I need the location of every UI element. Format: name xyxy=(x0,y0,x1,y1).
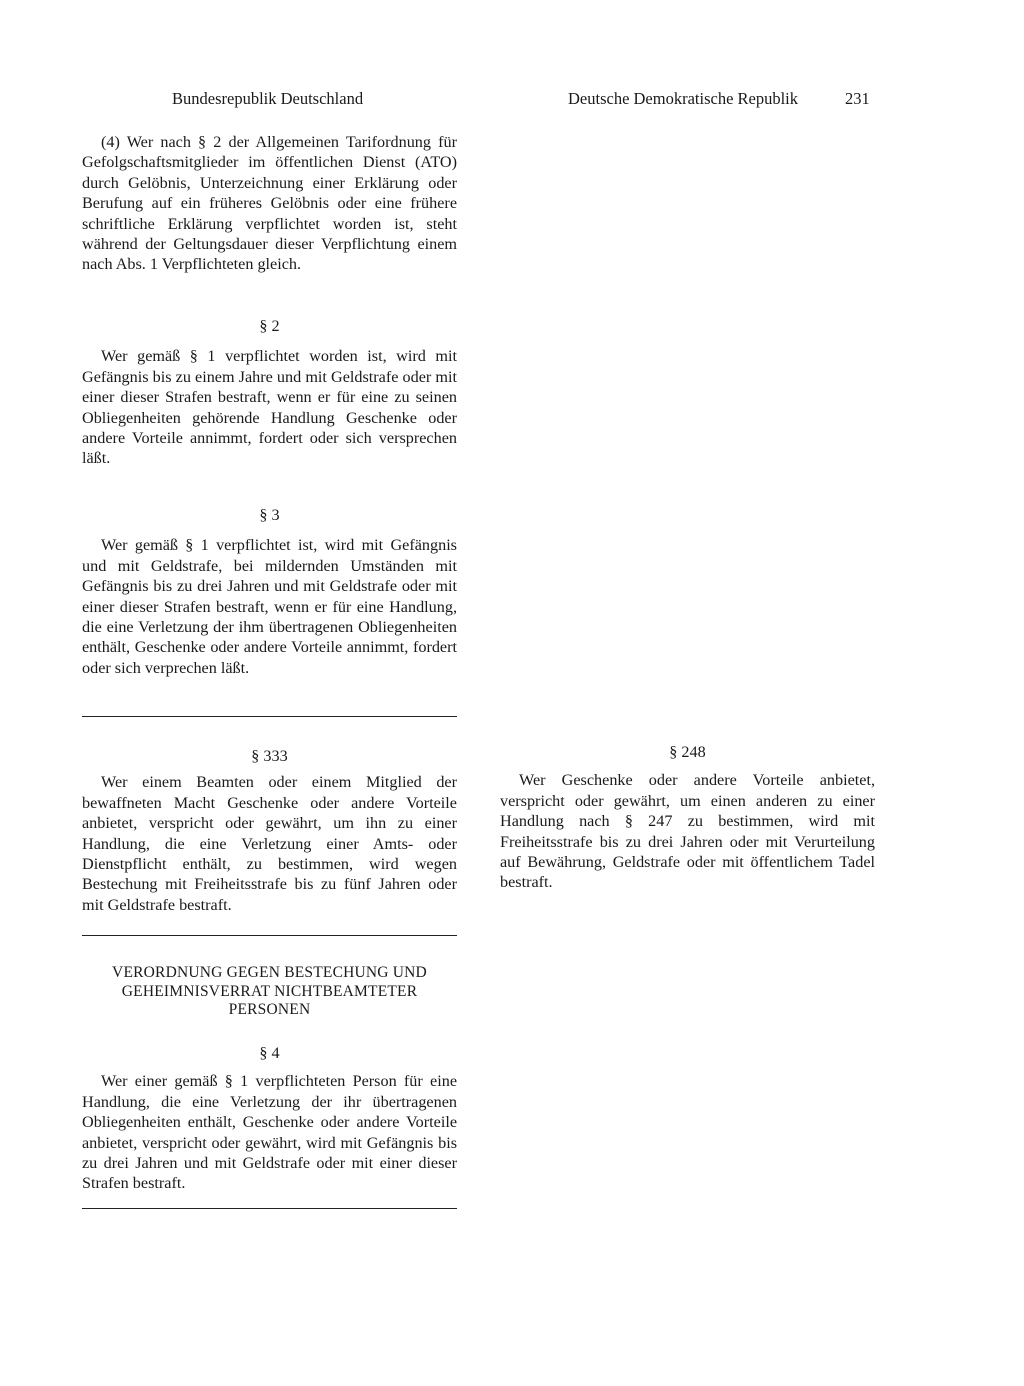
regulation-title-line-3: PERSONEN xyxy=(228,1001,311,1018)
horizontal-rule-3 xyxy=(82,1208,457,1209)
regulation-title-line-1: VERORDNUNG GEGEN BESTECHUNG UND xyxy=(112,964,427,981)
section-2-text: Wer gemäß § 1 verpflichtet worden ist, wird mit Gefängnis bis zu einem Jahre und mit Geldstrafe oder mit einer dieser Strafen bestraft, wenn er für eine zu seinen Obliegenheiten gehörende Handlung Geschenke oder andere Vorteile annimmt, fordert oder sich versprechen läßt. xyxy=(82,347,457,468)
section-3-block xyxy=(82,505,457,678)
section-248-heading: § 248 xyxy=(669,743,706,761)
section-3-heading: § 3 xyxy=(259,506,280,524)
section-248-text: Wer Geschenke oder andere Vorteile anbietet, verspricht oder gewährt, um einen anderen zu einer Handlung nach § 247 zu bestimmen, wird mit Freiheitsstrafe bis zu drei Jahren oder mit Verurteilung auf Bewährung, Geldstrafe oder mit öffentlichem Tadel bestraft. xyxy=(500,771,875,892)
section-2-block xyxy=(82,316,457,469)
page-number: 231 xyxy=(845,89,870,108)
section-4-block xyxy=(82,1043,457,1194)
paragraph-4-block xyxy=(82,132,457,275)
paragraph-4-text: (4) Wer nach § 2 der Allgemeinen Tarifordnung für Gefolgschaftsmitglieder im öffentlichen Dienst (ATO) durch Gelöbnis, Unterzeichnung einer Erklärung oder Berufung auf ein früheres Gelöbnis oder eine frühere schriftliche Erklärung verpflichtet worden ist, steht während der Geltungsdauer dieser Verpflichtung einem nach Abs. 1 Verpflichteten gleich. xyxy=(82,133,457,274)
section-248-block xyxy=(500,742,875,893)
section-2-heading: § 2 xyxy=(259,317,280,335)
running-title-left: Bundesrepublik Deutschland xyxy=(172,89,364,108)
regulation-title-line-2: GEHEIMNISVERRAT NICHTBEAMTETER xyxy=(121,982,418,1000)
horizontal-rule-2 xyxy=(82,935,457,936)
running-title-right: Deutsche Demokratische Republik xyxy=(568,89,799,108)
section-333-text: Wer einem Beamten oder einem Mitglied der bewaffneten Macht Geschenke oder andere Vorteile anbietet, verspricht oder gewährt, um ihn zu einer Handlung, die eine Verletzung einer Amts- oder Dienstpflicht enthält, zu bestimmen, wird wegen Bestechung mit Freiheitsstrafe bis zu fünf Jahren oder mit Geldstrafe bestraft. xyxy=(82,773,457,914)
regulation-title-block xyxy=(82,964,457,1020)
horizontal-rule-1 xyxy=(82,716,457,717)
section-4-heading: § 4 xyxy=(259,1044,280,1062)
section-4-text: Wer einer gemäß § 1 verpflichteten Person für eine Handlung, die eine Verletzung der ihr übertragenen Obliegenheiten enthält, Geschenke oder andere Vorteile anbietet, verspricht oder gewährt, wird mit Gefängnis bis zu drei Jahren und mit Geldstrafe oder mit einer dieser Strafen bestraft. xyxy=(82,1072,457,1193)
section-333-block xyxy=(82,746,457,915)
section-333-heading: § 333 xyxy=(251,747,288,765)
section-3-text: Wer gemäß § 1 verpflichtet ist, wird mit Gefängnis und mit Geldstrafe, bei mildernden Umständen mit Gefängnis bis zu drei Jahren und mit Geldstrafe oder mit einer dieser Strafen bestraft, wenn er für eine Handlung, die eine Verletzung der ihm übertragenen Obliegenheiten enthält, Geschenke oder andere Vorteile annimmt, fordert oder sich verprechen läßt. xyxy=(82,536,457,677)
